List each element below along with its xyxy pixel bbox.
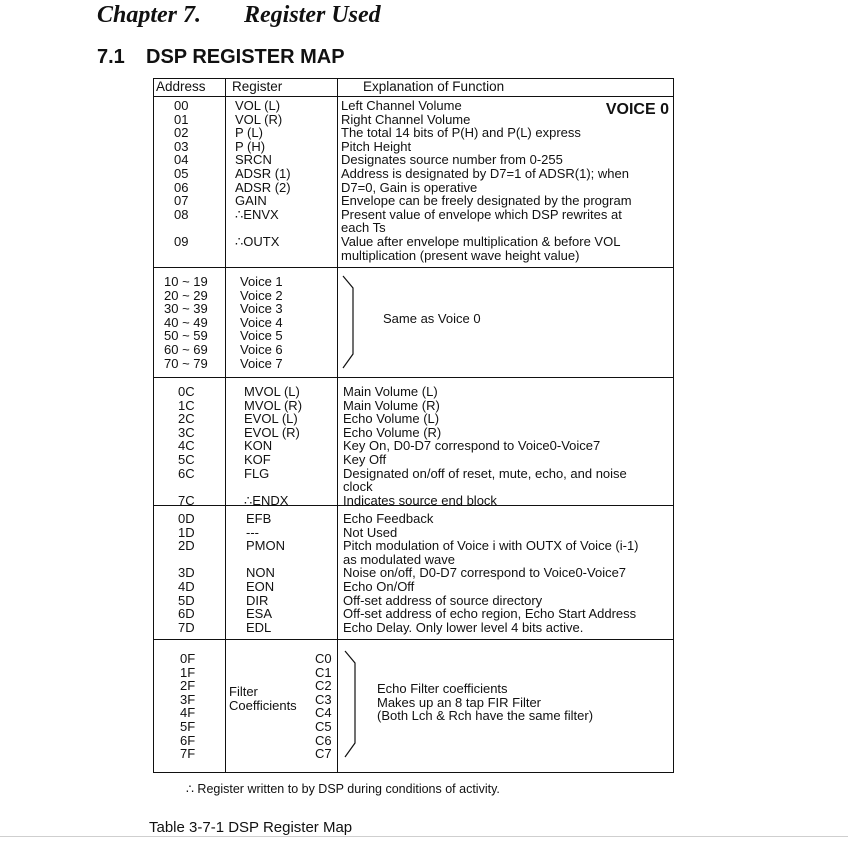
explanation-line: Echo On/Off (343, 578, 415, 594)
coefficient-cell: C0 (315, 651, 332, 666)
coefficient-cell: C7 (315, 746, 332, 762)
explanation-line: as modulated wave (343, 551, 456, 567)
explanation-line: Left Channel Volume (341, 98, 462, 113)
address-cell (178, 553, 195, 567)
register-cell: KOF (244, 451, 271, 467)
address-cell: 5D (178, 592, 195, 608)
register-label-line: Coefficients (229, 697, 297, 713)
address-cell: 07 (174, 193, 189, 209)
register-cell: P (H) (235, 138, 266, 154)
group5-explanations (377, 682, 593, 723)
group3-registers (244, 385, 302, 507)
column-divider (337, 79, 338, 772)
header-address: Address (156, 79, 206, 94)
footnote: ∴ Register written to by DSP during conditions of activity. (186, 782, 500, 796)
register-cell: ∴ENVX (235, 206, 279, 222)
explanation-line: Echo Delay. Only lower level 4 bits active. (343, 619, 584, 635)
column-divider (225, 79, 226, 772)
address-cell: 6D (178, 606, 195, 622)
address-cell: 1F (180, 664, 196, 680)
coefficient-cell: C1 (315, 664, 332, 680)
group3-addresses (178, 385, 195, 507)
register-map-table (153, 78, 674, 773)
register-cell (235, 221, 291, 235)
address-cell: 7D (178, 619, 195, 635)
register-cell: ADSR (1) (235, 165, 291, 181)
register-cell: ∴ENDX (244, 492, 289, 508)
coefficient-cell: C3 (315, 691, 332, 707)
register-cell: FLG (244, 465, 270, 481)
register-cell: VOL (R) (235, 111, 283, 127)
register-cell: NON (246, 565, 275, 581)
address-cell: 40 ~ 49 (164, 314, 208, 330)
section-heading (97, 46, 345, 69)
section-number: 7.1 (97, 46, 125, 68)
address-cell: 7C (178, 492, 195, 508)
explanation-line: Off-set address of echo region, Echo Start Address (343, 606, 637, 622)
address-cell (178, 480, 195, 494)
explanation-line: multiplication (present wave height value) (341, 247, 580, 263)
explanation-line: (Both Lch & Rch have the same filter) (377, 708, 594, 724)
explanation-line: Pitch modulation of Voice i with OUTX of Voice (i-1) (343, 538, 639, 554)
address-cell: 3C (178, 424, 195, 440)
coefficient-cell: C6 (315, 732, 332, 748)
address-cell: 09 (174, 233, 189, 249)
address-cell: 08 (174, 206, 189, 222)
explanation-line: Main Volume (L) (343, 384, 438, 399)
address-cell: 01 (174, 111, 189, 127)
register-cell: DIR (246, 592, 269, 608)
address-cell: 2D (178, 538, 195, 554)
address-cell: 2F (180, 678, 196, 694)
explanation-line: Noise on/off, D0-D7 correspond to Voice0-Voice7 (343, 565, 627, 581)
address-cell: 04 (174, 152, 189, 168)
register-cell: MVOL (R) (244, 397, 303, 413)
explanation-line: The total 14 bits of P(H) and P(L) express (341, 125, 581, 141)
explanation-line: Indicates source end block (343, 492, 497, 508)
explanation-line: Off-set address of source directory (343, 592, 543, 608)
address-cell: 0C (178, 384, 195, 399)
address-cell: 00 (174, 98, 189, 113)
explanation-line: each Ts (341, 220, 386, 236)
address-cell: 6F (180, 732, 196, 748)
register-cell: ∴OUTX (235, 233, 280, 249)
explanation-line: Present value of envelope which DSP rewrites at (341, 206, 622, 222)
explanation-line: Echo Filter coefficients (377, 681, 508, 696)
address-cell: 60 ~ 69 (164, 341, 208, 357)
table-caption: Table 3-7-1 DSP Register Map (149, 819, 353, 836)
chapter-number: Chapter 7. (97, 2, 202, 28)
register-cell: Voice 7 (240, 355, 283, 371)
explanation-line: D7=0, Gain is operative (341, 179, 478, 195)
address-cell: 20 ~ 29 (164, 287, 208, 303)
register-cell: EON (246, 578, 275, 594)
address-cell: 1D (178, 524, 195, 540)
address-cell: 4F (180, 705, 196, 721)
address-cell: 06 (174, 179, 189, 195)
register-cell: Voice 5 (240, 328, 283, 344)
group-divider (154, 639, 673, 640)
register-cell: Voice 6 (240, 341, 283, 357)
register-cell: EVOL (R) (244, 424, 300, 440)
address-cell: 50 ~ 59 (164, 328, 208, 344)
address-cell: 0D (178, 511, 195, 526)
register-cell: P (L) (235, 125, 263, 141)
address-cell: 03 (174, 138, 189, 154)
coefficient-cell: C5 (315, 718, 332, 734)
address-cell: 7F (180, 746, 196, 762)
register-cell: Voice 4 (240, 314, 283, 330)
register-cell (246, 553, 285, 567)
filter-coefficients-label (229, 685, 297, 712)
register-cell: ADSR (2) (235, 179, 291, 195)
explanation-line: Value after envelope multiplication & before VOL (341, 233, 621, 249)
register-cell: KON (244, 438, 273, 454)
register-cell: Voice 3 (240, 301, 283, 317)
explanation-line: Main Volume (R) (343, 397, 440, 413)
right-brace-icon (342, 649, 362, 759)
address-cell: 30 ~ 39 (164, 301, 208, 317)
chapter-heading (97, 2, 381, 29)
group2-addresses (164, 275, 208, 370)
explanation-line: Envelope can be freely designated by the program (341, 193, 632, 209)
chapter-title: Register Used (244, 2, 381, 28)
coefficient-cell: C4 (315, 705, 332, 721)
address-cell: 1C (178, 397, 195, 413)
group3-explanations (343, 385, 627, 507)
address-cell: 05 (174, 165, 189, 181)
explanation-line: Key On, D0-D7 correspond to Voice0-Voice7 (343, 438, 601, 454)
explanation-line: Designated on/off of reset, mute, echo, and noise (343, 465, 627, 481)
register-cell: VOL (L) (235, 98, 281, 113)
address-cell: 3D (178, 565, 195, 581)
page-rule (0, 836, 848, 837)
address-cell (174, 221, 188, 235)
header-divider (154, 96, 673, 97)
register-cell: ESA (246, 606, 273, 622)
register-cell: MVOL (L) (244, 384, 300, 399)
explanation-line: Not Used (343, 524, 398, 540)
address-cell: 5C (178, 451, 195, 467)
explanation-line: Address is designated by D7=1 of ADSR(1); when (341, 165, 629, 181)
explanation-line: Echo Volume (L) (343, 411, 440, 427)
address-cell: 5F (180, 718, 196, 734)
address-cell: 3F (180, 691, 196, 707)
voice0-label: VOICE 0 (605, 101, 669, 118)
register-cell: GAIN (235, 193, 267, 209)
group-divider (154, 267, 673, 268)
explanation-line: Key Off (343, 451, 387, 467)
register-cell: EVOL (L) (244, 411, 298, 427)
explanation-line: Pitch Height (341, 138, 412, 154)
register-cell: Voice 2 (240, 287, 283, 303)
address-cell: 6C (178, 465, 195, 481)
right-brace-icon (340, 274, 360, 370)
explanation-line: clock (343, 479, 373, 495)
address-cell: 4D (178, 578, 195, 594)
address-cell: 0F (180, 651, 196, 666)
register-cell: SRCN (235, 152, 272, 168)
explanation-line: Designates source number from 0-255 (341, 152, 563, 168)
explanation-line: Echo Volume (R) (343, 424, 442, 440)
group4-explanations (343, 512, 639, 634)
address-cell: 10 ~ 19 (164, 274, 208, 289)
group1-registers (235, 99, 291, 249)
register-cell: EDL (246, 619, 272, 635)
coefficient-list (315, 652, 332, 761)
coefficient-cell: C2 (315, 678, 332, 694)
group4-registers (246, 512, 285, 634)
register-cell: --- (246, 524, 259, 540)
explanation-line: Right Channel Volume (341, 111, 471, 127)
header-explanation: Explanation of Function (363, 79, 505, 94)
group2-explanation: Same as Voice 0 (383, 311, 481, 326)
register-label-line: Filter (229, 684, 258, 699)
explanation-line: Echo Feedback (343, 511, 434, 526)
address-cell: 70 ~ 79 (164, 355, 208, 371)
explanation-line: Makes up an 8 tap FIR Filter (377, 694, 542, 710)
register-cell (244, 480, 302, 494)
header-register: Register (232, 79, 283, 94)
address-cell: 2C (178, 411, 195, 427)
group2-registers (240, 275, 283, 370)
address-cell: 4C (178, 438, 195, 454)
group1-addresses (174, 99, 188, 249)
group1-explanations (341, 99, 632, 262)
address-cell: 02 (174, 125, 189, 141)
group-divider (154, 377, 673, 378)
register-cell: EFB (246, 511, 272, 526)
register-cell: Voice 1 (240, 274, 283, 289)
section-title: DSP REGISTER MAP (146, 46, 345, 68)
group5-addresses (180, 652, 195, 761)
group4-addresses (178, 512, 195, 634)
register-cell: PMON (246, 538, 285, 554)
